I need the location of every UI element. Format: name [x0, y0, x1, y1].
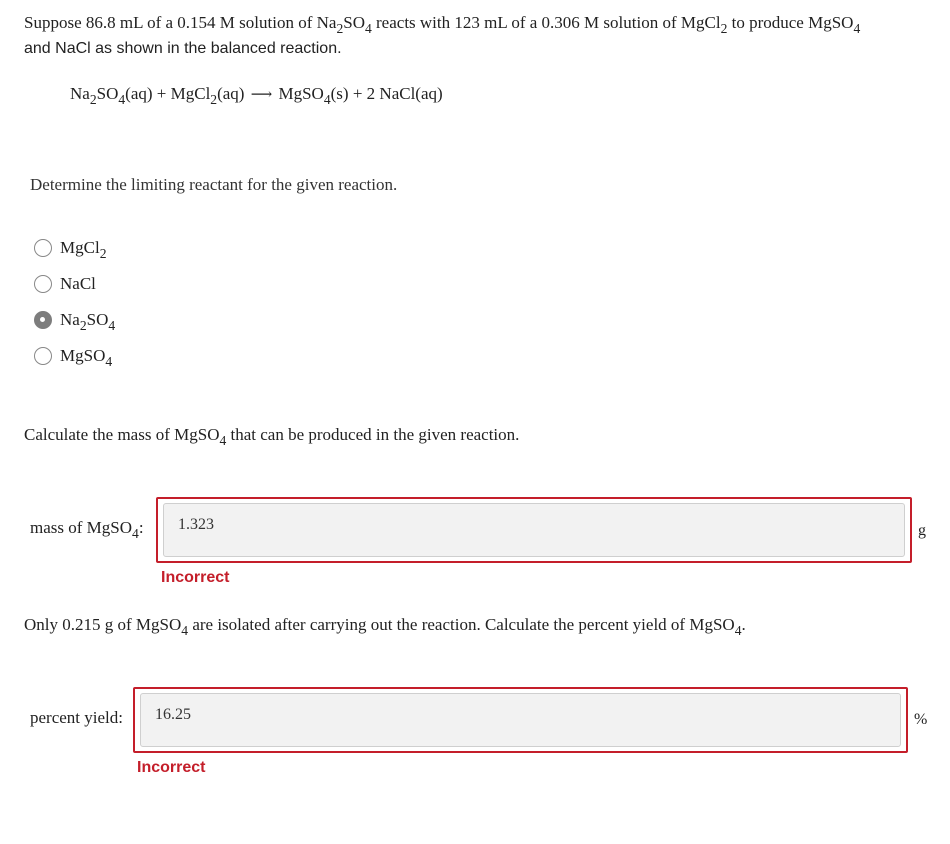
option-mgcl2[interactable] — [34, 235, 106, 261]
percent-unit: % — [914, 711, 928, 728]
percent-yield-label: percent yield: — [30, 708, 123, 727]
problem-line-1: Suppose 86.8 mL of a 0.154 M solution of $Na_2SO_4$ reacts with 123 mL of a 0.306 M solution of MgCl$_2$ to produce MgSO$_4$ — [24, 13, 861, 36]
balanced-equation: $Na_2SO_4(aq)$ + MgCl$_2$(aq) ⟶ MgSO$_4$(s) + 2 NaCl(aq) — [70, 84, 443, 107]
reaction-arrow-icon: ⟶ — [250, 87, 273, 103]
option-label: $Na_2SO_4$ — [60, 310, 116, 333]
option-mgso4[interactable] — [34, 343, 112, 369]
percent-yield-input[interactable]: 16.25 — [140, 693, 901, 747]
percent-yield-input-wrapper — [133, 687, 908, 753]
mass-unit: g — [918, 522, 926, 539]
question-limiting-reactant: Determine the limiting reactant for the given reaction. — [30, 175, 398, 194]
mass-label: mass of MgSO$_4$: — [30, 518, 144, 541]
percent-yield-status-badge: Incorrect — [137, 759, 206, 776]
mass-input[interactable]: 1.323 — [163, 503, 905, 557]
option-label: MgCl$_2$ — [60, 238, 107, 261]
problem-statement — [24, 10, 929, 62]
radio-button-selected[interactable] — [34, 311, 52, 329]
question-mass: Calculate the mass of MgSO$_4$ that can be produced in the given reaction. — [24, 425, 520, 448]
mass-input-wrapper — [156, 497, 912, 563]
option-label: NaCl — [60, 274, 96, 293]
mass-status-badge: Incorrect — [161, 569, 230, 586]
problem-line-2: and NaCl as shown in the balanced reaction. — [24, 40, 342, 57]
option-na2so4[interactable] — [34, 307, 115, 333]
option-nacl[interactable] — [34, 271, 96, 297]
question-percent-yield: Only 0.215 g of MgSO$_4$ are isolated after carrying out the reaction. Calculate the percent yield of MgSO$_4$. — [24, 615, 746, 638]
radio-button[interactable] — [34, 347, 52, 365]
radio-button[interactable] — [34, 275, 52, 293]
option-label: MgSO$_4$ — [60, 346, 113, 369]
radio-button[interactable] — [34, 239, 52, 257]
